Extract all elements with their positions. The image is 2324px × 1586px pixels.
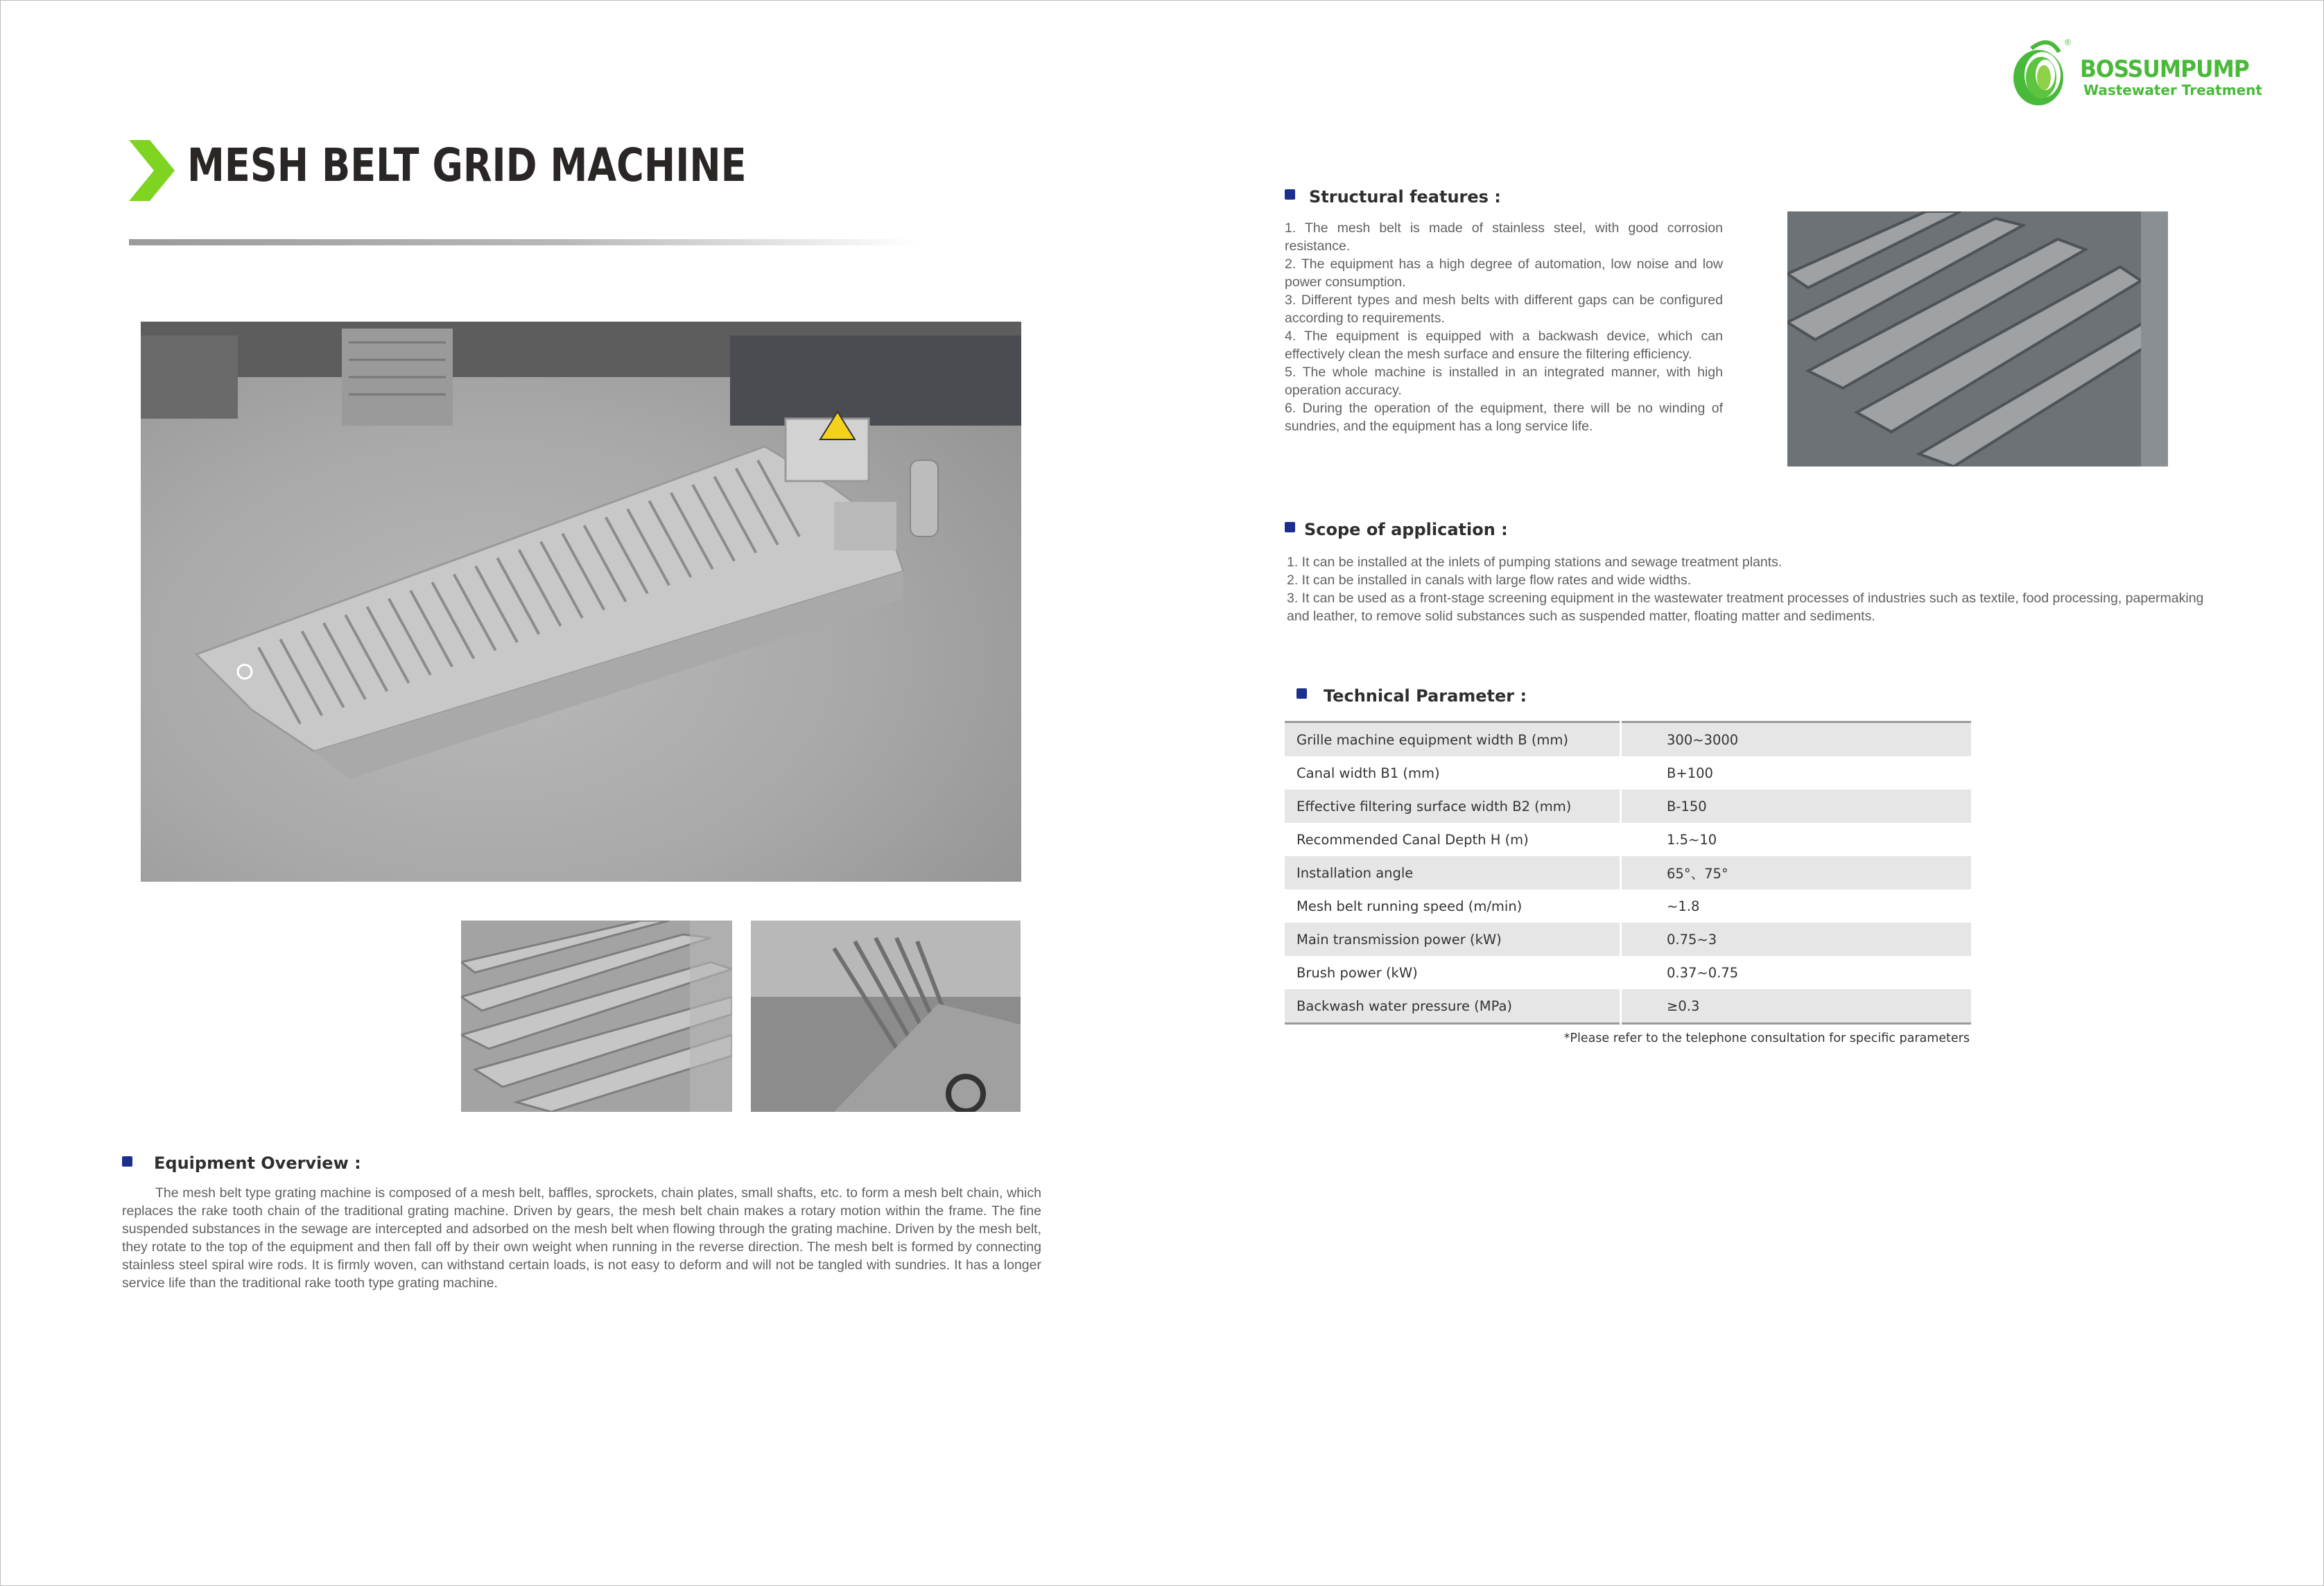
tech-param-bullet: [1297, 688, 1307, 699]
feature-item: 2. The equipment has a high degree of automation, low noise and low power consumption.: [1285, 256, 1723, 290]
table-row: [1285, 722, 1971, 757]
param-value: ~1.8: [1621, 889, 1972, 923]
structural-features-list: [1285, 219, 1723, 435]
overview-paragraph: The mesh belt type grating machine is composed of a mesh belt, baffles, sprockets, chain plates, small shafts, etc. to form a mesh belt chain, which replaces the rake tooth chain of the traditional grating machine. Driven by gears, the mesh belt chain makes a rotary motion within the frame. The fine suspended substances in the sewage are intercepted and adsorbed on the mesh belt when flowing through the grating machine. Driven by the mesh belt, they rotate to the top of the equipment and then fall off by their own weight when running in the reverse direction. The mesh belt is formed by connecting stainless steel spiral wire rods. It is firmly woven, can withstand certain loads, is not easy to deform and will not be tangled with sundries. It has a longer service life than the traditional rake tooth type grating machine.: [122, 1185, 1041, 1291]
table-row: [1285, 989, 1971, 1024]
param-name: Recommended Canal Depth H (m): [1285, 823, 1621, 856]
scope-item: 2. It can be installed in canals with large flow rates and wide widths.: [1287, 573, 1692, 588]
scope-heading: Scope of application :: [1304, 520, 1508, 539]
brand-subtitle: Wastewater Treatment: [2083, 82, 2262, 98]
page-title: MESH BELT GRID MACHINE: [187, 139, 747, 192]
feature-item: 1. The mesh belt is made of stainless steel, with good corrosion resistance.: [1285, 220, 1723, 254]
registered-mark: ®: [2065, 37, 2071, 47]
scope-list: [1287, 553, 2216, 625]
tech-param-table: [1285, 721, 1971, 1025]
title-underline: [129, 239, 919, 245]
param-name: Canal width B1 (mm): [1285, 756, 1621, 790]
table-row: [1285, 923, 1971, 956]
param-value: 1.5~10: [1621, 823, 1972, 856]
mesh-detail-photo-1: [461, 921, 732, 1112]
param-value: B+100: [1621, 756, 1972, 790]
param-name: Main transmission power (kW): [1285, 923, 1621, 956]
brand-logo: [2011, 35, 2262, 111]
feature-item: 3. Different types and mesh belts with different gaps can be configured according to requirements.: [1285, 293, 1723, 326]
param-name: Effective filtering surface width B2 (mm): [1285, 790, 1621, 823]
param-value: 65°、75°: [1621, 856, 1972, 889]
param-value: B-150: [1621, 790, 1972, 823]
param-name: Mesh belt running speed (m/min): [1285, 889, 1621, 923]
table-footnote: *Please refer to the telephone consultation for specific parameters: [1563, 1031, 1970, 1045]
scope-item: 3. It can be used as a front-stage screening equipment in the wastewater treatment processes of industries such as textile, food processing, papermaking and leather, to remove solid substances such as suspended matter, floating matter and sediments.: [1287, 591, 2204, 624]
table-row: [1285, 823, 1971, 856]
param-name: Backwash water pressure (MPa): [1285, 989, 1621, 1024]
feature-item: 5. The whole machine is installed in an integrated manner, with high operation accuracy.: [1285, 365, 1723, 398]
table-row: [1285, 756, 1971, 790]
param-name: Brush power (kW): [1285, 956, 1621, 989]
param-value: 0.75~3: [1621, 923, 1972, 956]
overview-heading: Equipment Overview :: [154, 1153, 361, 1173]
param-name: Installation angle: [1285, 856, 1621, 889]
overview-bullet: [122, 1156, 132, 1167]
brand-name: BOSSUMPUMP: [2080, 55, 2249, 83]
param-name: Grille machine equipment width B (mm): [1285, 722, 1621, 757]
scope-item: 1. It can be installed at the inlets of pumping stations and sewage treatment plants.: [1287, 555, 1783, 570]
tech-param-heading: Technical Parameter :: [1324, 686, 1527, 706]
table-row: [1285, 956, 1971, 989]
mesh-detail-photo-2: [751, 921, 1021, 1112]
feature-item: 6. During the operation of the equipment, there will be no winding of sundries, and the equipment has a long service life.: [1285, 401, 1723, 434]
feature-item: 4. The equipment is equipped with a backwash device, which can effectively clean the mesh surface and ensure the filtering efficiency.: [1285, 329, 1723, 362]
param-value: ≥0.3: [1621, 989, 1972, 1024]
scope-bullet: [1285, 522, 1295, 532]
title-chevron-icon: [129, 140, 175, 201]
param-value: 0.37~0.75: [1621, 956, 1972, 989]
structural-features-bullet: [1285, 189, 1295, 200]
param-value: 300~3000: [1621, 722, 1972, 757]
table-row: [1285, 856, 1971, 889]
structural-features-heading: Structural features :: [1309, 187, 1501, 207]
table-row: [1285, 790, 1971, 823]
table-row: [1285, 889, 1971, 923]
main-product-photo: [141, 322, 1021, 882]
mesh-belt-photo: [1787, 211, 2168, 467]
